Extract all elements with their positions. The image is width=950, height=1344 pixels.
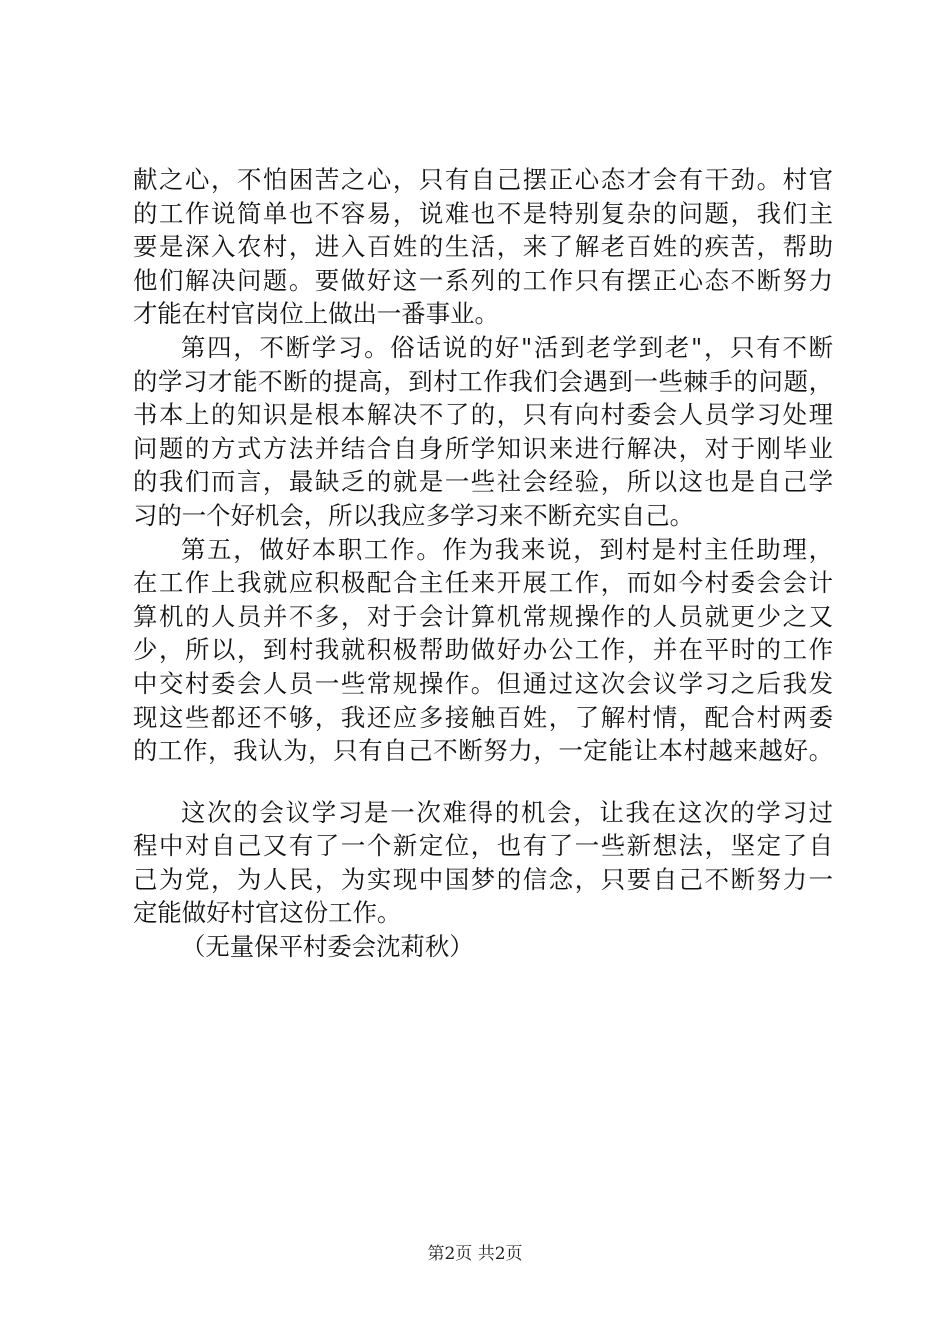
text-line: 要是深入农村，进入百姓的生活，来了解老百姓的疾苦，帮助 — [133, 232, 833, 262]
text-line: 第四，不断学习。俗话说的好"活到老学到老"，只有不断 — [181, 332, 833, 362]
document-body — [133, 163, 833, 964]
text-line: 问题的方式方法并结合自身所学知识来进行解决，对于刚毕业 — [133, 433, 833, 463]
text-line: 己为党，为人民，为实现中国梦的信念，只要自己不断努力一 — [133, 864, 833, 894]
text-line: 献之心，不怕困苦之心，只有自己摆正心态才会有干劲。村官 — [133, 165, 833, 194]
text-line: 中交村委会人员一些常规操作。但通过这次会议学习之后我发 — [133, 668, 833, 698]
text-line: 在工作上我就应积极配合主任来开展工作，而如今村委会会计 — [133, 568, 833, 598]
text-line: 算机的人员并不多，对于会计算机常规操作的人员就更少之又 — [133, 601, 833, 631]
text-line: 第五，做好本职工作。作为我来说，到村是村主任助理， — [181, 534, 833, 564]
text-line: 他们解决问题。要做好这一系列的工作只有摆正心态不断努力 — [133, 265, 833, 295]
signature-line: （无量保平村委会沈莉秋） — [181, 932, 474, 962]
text-line: 少，所以，到村我就积极帮助做好办公工作，并在平时的工作 — [133, 635, 833, 665]
page-number-footer: 第2页 共2页 — [427, 1244, 523, 1264]
author-signature — [133, 930, 833, 964]
text-line: 现这些都还不够，我还应多接触百姓，了解村情，配合村两委 — [133, 702, 833, 732]
text-line: 这次的会议学习是一次难得的机会，让我在这次的学习过 — [181, 797, 833, 827]
paragraph-point-five — [133, 533, 833, 768]
text-line: 程中对自己又有了一个新定位，也有了一些新想法，坚定了自 — [133, 831, 833, 861]
text-line: 的工作，我认为，只有自己不断努力，一定能让本村越来越好。 — [133, 736, 833, 766]
paragraph-point-four — [133, 331, 833, 533]
paragraph-continuation — [133, 163, 833, 331]
paragraph-spacer — [133, 768, 833, 796]
text-line: 的学习才能不断的提高，到村工作我们会遇到一些棘手的问题， — [133, 366, 833, 396]
text-line: 的工作说简单也不容易，说难也不是特别复杂的问题，我们主 — [133, 198, 833, 228]
text-line: 定能做好村官这份工作。 — [133, 898, 402, 928]
text-line: 的我们而言，最缺乏的就是一些社会经验，所以这也是自己学 — [133, 467, 833, 497]
paragraph-conclusion — [133, 796, 833, 930]
text-line: 书本上的知识是根本解决不了的，只有向村委会人员学习处理 — [133, 400, 833, 430]
text-line: 才能在村官岗位上做出一番事业。 — [133, 299, 499, 329]
text-line: 习的一个好机会，所以我应多学习来不断充实自己。 — [133, 500, 694, 530]
